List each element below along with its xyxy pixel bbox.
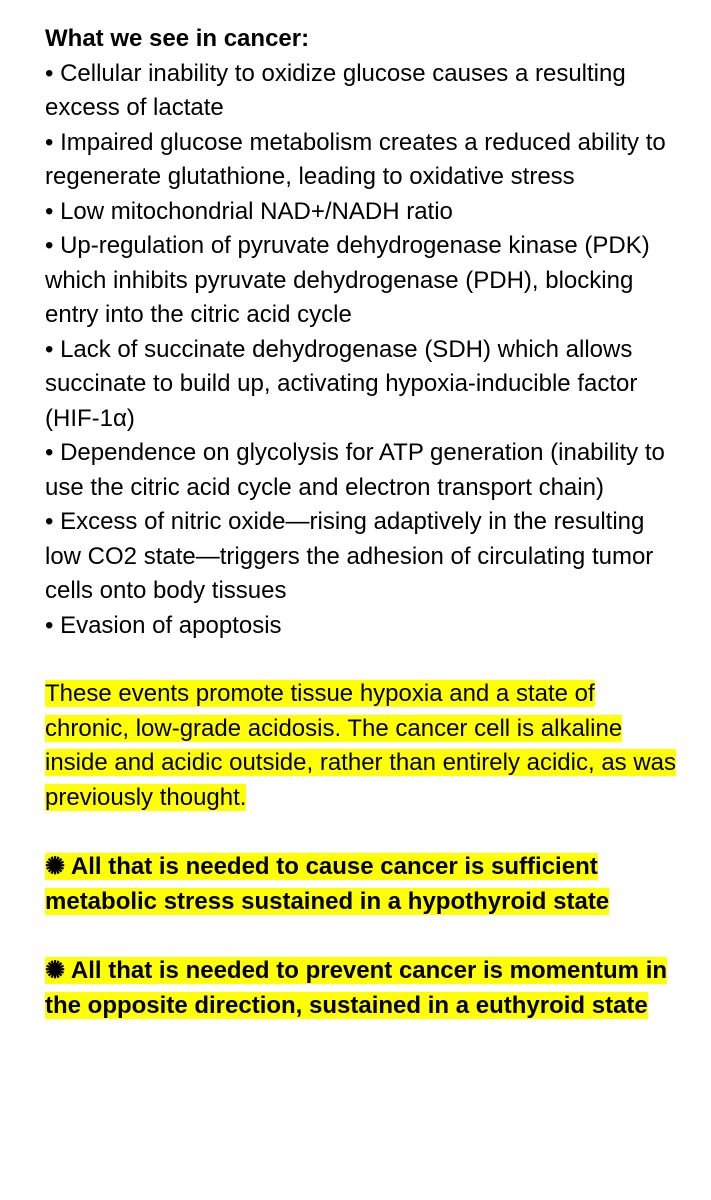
bullet-list bbox=[45, 57, 681, 644]
bullet-item: • Evasion of apoptosis bbox=[45, 611, 282, 639]
highlighted-statement-prevent bbox=[45, 954, 681, 1023]
bullet-item: • Cellular inability to oxidize glucose causes a resulting excess of lactate bbox=[45, 59, 626, 121]
highlighted-text: These events promote tissue hypoxia and a state of chronic, low-grade acidosis. The cancer cell is alkaline inside and acidic outside, rather than entirely acidic, as was previously thought. bbox=[45, 680, 677, 811]
bullet-item: • Dependence on glycolysis for ATP generation (inability to use the citric acid cycle and electron transport chain) bbox=[45, 439, 665, 501]
bullet-item: • Up-regulation of pyruvate dehydrogenase kinase (PDK) which inhibits pyruvate dehydrogenase (PDH), blocking entry into the citric acid cycle bbox=[45, 232, 650, 328]
highlighted-text: ✺ All that is needed to prevent cancer is momentum in the opposite direction, sustained in a euthyroid state bbox=[45, 957, 668, 1019]
bullet-item: • Low mitochondrial NAD+/NADH ratio bbox=[45, 197, 453, 225]
highlighted-paragraph bbox=[45, 677, 681, 815]
bullet-item: • Excess of nitric oxide—rising adaptively in the resulting low CO2 state—triggers the adhesion of circulating tumor cells onto body tissues bbox=[45, 508, 654, 604]
bullet-item: • Impaired glucose metabolism creates a reduced ability to regenerate glutathione, leading to oxidative stress bbox=[45, 128, 666, 190]
section-heading: What we see in cancer: bbox=[45, 25, 310, 52]
bullet-item: • Lack of succinate dehydrogenase (SDH) which allows succinate to build up, activating hypoxia-inducible factor (HIF-1α) bbox=[45, 335, 638, 432]
highlighted-statement-cause bbox=[45, 850, 681, 919]
highlighted-text: ✺ All that is needed to cause cancer is sufficient metabolic stress sustained in a hypothyroid state bbox=[45, 853, 610, 915]
